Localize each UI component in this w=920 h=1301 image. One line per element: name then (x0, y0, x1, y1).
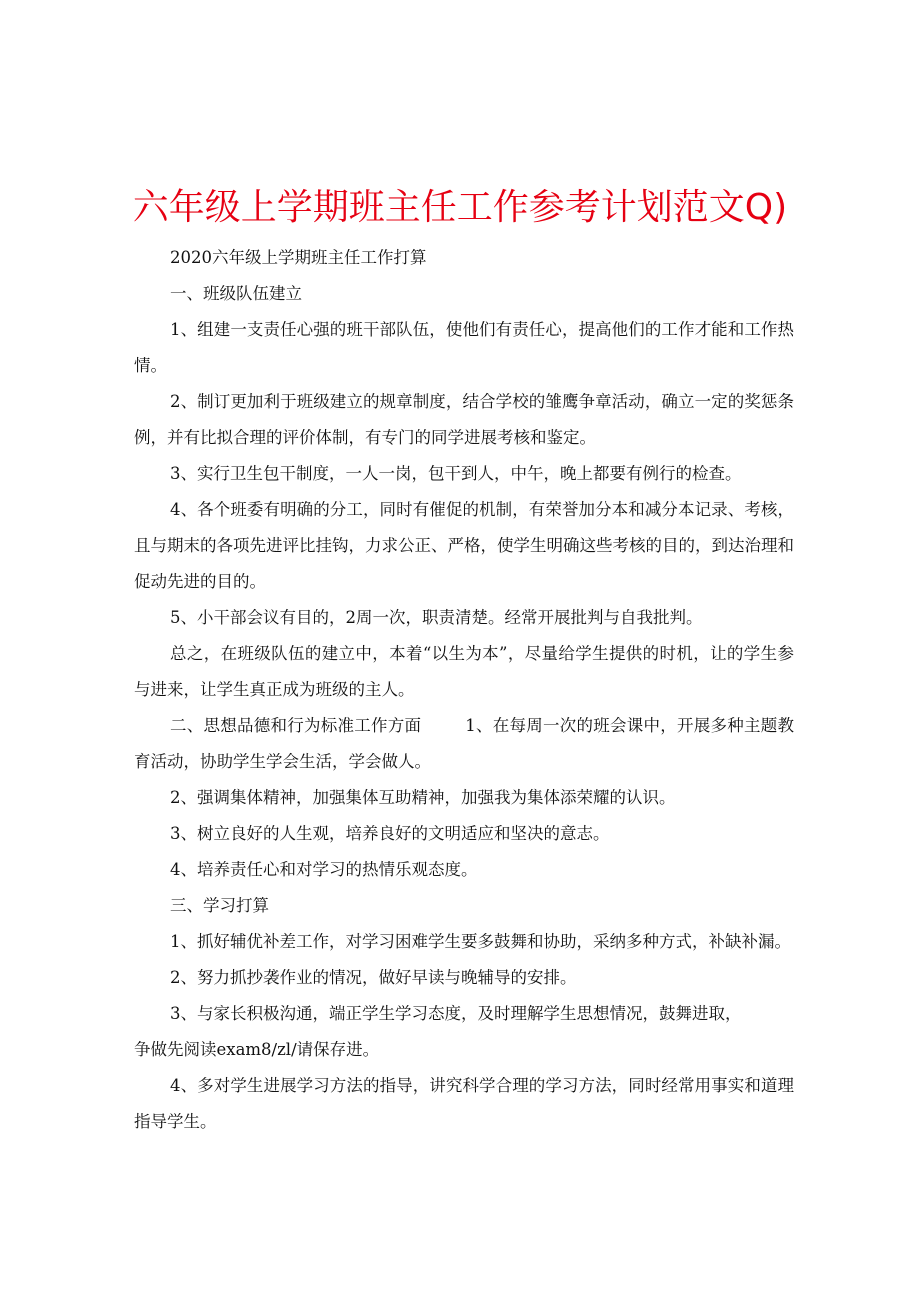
paragraph: 1、组建一支责任心强的班干部队伍，使他们有责任心，提高他们的工作才能和工作热情。 (134, 320, 794, 375)
paragraph: 2、制订更加利于班级建立的规章制度，结合学校的雏鹰争章活动，确立一定的奖惩条例，并有比拟合理的评价体制，有专门的同学进展考核和鉴定。 (134, 392, 794, 447)
section-heading-3: 三、学习打算 (170, 896, 269, 915)
paragraph: 1、抓好辅优补差工作，对学习困难学生要多鼓舞和协助，采纳多种方式，补缺补漏。 (170, 932, 791, 951)
paragraph: 总之，在班级队伍的建立中，本着“以生为本”，尽量给学生提供的时机，让的学生参与进来，让学生真正成为班级的主人。 (134, 644, 794, 699)
section-2-paragraph (134, 708, 794, 780)
paragraph: 3、与家长积极沟通，端正学生学习态度，及时理解学生思想情况，鼓舞进取， (170, 1004, 742, 1023)
paragraph: 5、小干部会议有目的，2周一次，职责清楚。经常开展批判与自我批判。 (170, 608, 703, 627)
paragraph: 3、实行卫生包干制度，一人一岗，包干到人，中午，晚上都要有例行的检查。 (170, 464, 742, 483)
document-subtitle: 2020六年级上学期班主任工作打算 (170, 248, 427, 267)
paragraph-continuation: 争做先阅读exam8∕zl∕请保存进。 (134, 1040, 380, 1059)
paragraph: 4、培养责任心和对学习的热情乐观态度。 (170, 860, 478, 879)
document-title: 六年级上学期班主任工作参考计划范文Q) (132, 187, 788, 228)
paragraph: 2、努力抓抄袭作业的情况，做好早读与晚辅导的安排。 (170, 968, 577, 987)
paragraph: 2、强调集体精神，加强集体互助精神，加强我为集体添荣耀的认识。 (170, 788, 676, 807)
paragraph: 4、多对学生进展学习方法的指导，讲究科学合理的学习方法，同时经常用事实和道理指导学生。 (134, 1076, 794, 1131)
document-body (134, 240, 794, 1140)
section-2-item-1: 1、在每周一次的班会课中，开展多种主题教育活动，协助学生学会生活，学会做人。 (134, 716, 794, 771)
paragraph: 3、树立良好的人生观，培养良好的文明适应和坚决的意志。 (170, 824, 610, 843)
section-heading-1: 一、班级队伍建立 (170, 284, 302, 303)
section-heading-2: 二、思想品德和行为标准工作方面 (170, 716, 422, 735)
paragraph: 4、各个班委有明确的分工，同时有催促的机制，有荣誉加分本和减分本记录、考核，且与期末的各项先进评比挂钩，力求公正、严格，使学生明确这些考核的目的，到达治理和促动先进的目的。 (134, 500, 794, 591)
